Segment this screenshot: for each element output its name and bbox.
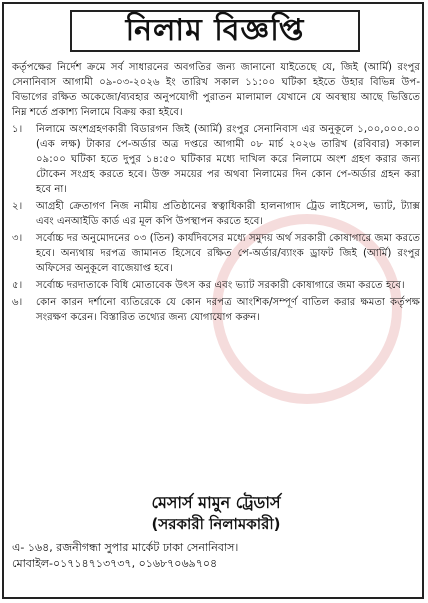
condition-number: ২। — [12, 201, 23, 212]
signature-block — [12, 492, 420, 572]
condition-number: ৫। — [12, 280, 23, 291]
condition-item — [12, 295, 420, 325]
company-mobile: মোবাইল-০১৭১৪৭১৩৭৩৭, ০১৬৮৭০৬৯৭০৪ — [12, 557, 218, 570]
company-address: এ- ১৬৪, রজনীগন্ধা সুপার মার্কেট ঢাকা সেনানিবাস। — [12, 541, 239, 554]
condition-item — [12, 122, 420, 197]
notice-title: নিলাম বিজ্ঞপ্তি — [70, 10, 360, 52]
company-role: (সরকারী নিলামকারী) — [151, 515, 281, 533]
condition-text: সর্বোচ্চ দর অনুমোদনের ০৩ (তিন) কার্যদিবসের মধ্যে সমুদয় অর্থ সরকারী কোষাগারে জমা করতে হবে। অন্যথায় দরপত্র জামানত হিসেবে রক্ষিত পে-অর্ডার/ব্যাংক ড্রাফট জিই (আর্মি) রংপুর অফিসের অনুকূলে বাজেয়াপ্ত হবে। — [36, 233, 420, 274]
condition-text: কোন কারন দর্শানো ব্যতিরেকে যে কোন দরপত্র আংশিক/সম্পূর্ণ বাতিল করার ক্ষমতা কর্তৃপক্ষ সংরক্ষণ করেন। বিস্তারিত তথ্যের জন্য যোগাযোগ করুন। — [36, 297, 420, 323]
condition-text: সর্বোচ্চ দরদাতাকে বিধি মোতাবেক উৎস কর এবং ভ্যাট সরকারী কোষাগারে জমা করতে হবে। — [36, 280, 405, 291]
condition-item — [12, 278, 420, 293]
condition-text: নিলামে অংশগ্রহণকারী বিডারগন জিই (আর্মি) রংপুর সেনানিবাস এর অনুকূলে ১,০০,০০০.০০ (এক লক্ষ) টাকার পে-অর্ডার অত্র দপ্তরে আগামী ০৮ মার্চ ২০২৬ তারিখ (রবিবার) সকাল ০৯:০০ ঘটিকা হতে দুপুর ১৪:৫০ ঘটিকার মধ্যে দাখিল করে নিলামে অংশ গ্রহণ করার জন্য টোকেন সংগ্রহ করতে হবে। উক্ত সময়ের পর অথবা নিলামের দিন কোন পে-অর্ডার গ্রহন করা হবে না। — [36, 124, 420, 195]
condition-number: ৬। — [12, 297, 23, 308]
condition-item — [12, 231, 420, 276]
company-name: মেসার্স মামুন ট্রেডার্স — [151, 493, 281, 512]
conditions-list — [12, 122, 420, 325]
condition-item — [12, 199, 420, 229]
condition-number: ১। — [12, 124, 23, 135]
condition-number: ৩। — [12, 233, 23, 244]
condition-text: আগ্রহী ক্রেতাগণ নিজ নামীয় প্রতিষ্ঠানের স্বত্বাধিকারী হালনাগাদ ট্রেড লাইসেন্স, ভ্যাট, ট্যাক্স এবং এনআইডি কার্ড এর মূল কপি উপস্থাপন করতে হবে। — [36, 201, 420, 227]
auction-notice — [2, 2, 424, 599]
notice-body — [12, 60, 420, 327]
notice-intro: কর্তৃপক্ষের নির্দেশ ক্রমে সর্ব সাধারনের অবগতির জন্য জানানো যাইতেছে যে, জিই (আর্মি) রংপুর সেনানিবাস আগামী ০৯-০৩-২০২৬ ইং তারিখ সকাল ১১:০০ ঘটিকা হইতে উহার বিভিন্ন উপ-বিভাগের রক্ষিত অকেজো/ব্যবহার অনুপযোগী পুরাতন মালামাল যেখানে যে অবস্থায় আছে ভিত্তিতে নিম্ন শর্তে প্রকাশ্য নিলামে বিক্রয় করা হইবে। — [12, 62, 420, 118]
